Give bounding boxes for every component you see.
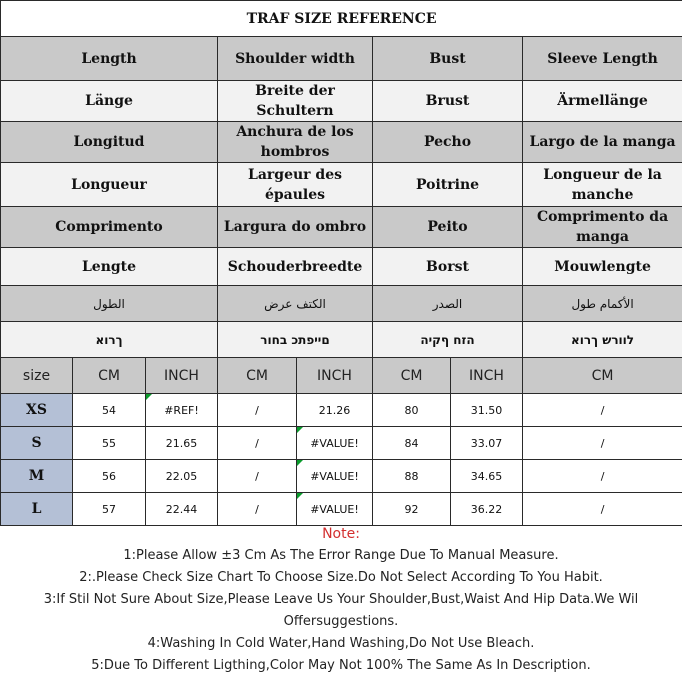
header-bust: Peito <box>373 207 523 248</box>
table-cell: / <box>218 493 297 526</box>
note-line: 4:Washing In Cold Water,Hand Washing,Do Not Use Bleach. <box>147 636 535 651</box>
note-title: Note: <box>322 526 360 542</box>
header-bust: Brust <box>373 81 523 122</box>
unit-header: CM <box>218 358 297 394</box>
table-row <box>1 460 682 493</box>
header-length: Longueur <box>1 163 218 207</box>
header-row-french <box>1 163 682 207</box>
header-sleeve: לוורש ךרוא <box>523 322 682 358</box>
unit-header: INCH <box>146 358 218 394</box>
table-cell: 84 <box>373 427 451 460</box>
header-length: Comprimento <box>1 207 218 248</box>
header-sleeve: Comprimento da manga <box>523 207 682 248</box>
note-line: 5:Due To Different Ligthing,Color May Not 100% The Same As In Description. <box>91 658 591 673</box>
table-cell: 21.26 <box>297 394 373 427</box>
header-length: Longitud <box>1 122 218 163</box>
header-sleeve: Largo de la manga <box>523 122 682 163</box>
note-line: 1:Please Allow ±3 Cm As The Error Range Due To Manual Measure. <box>123 548 559 563</box>
size-label: L <box>1 493 73 526</box>
table-cell: #VALUE! <box>297 427 373 460</box>
table-cell: 31.50 <box>451 394 523 427</box>
table-cell: 21.65 <box>146 427 218 460</box>
table-row <box>1 394 682 427</box>
table-cell: #VALUE! <box>297 460 373 493</box>
table-cell: / <box>218 394 297 427</box>
header-shoulder: Breite der Schultern <box>218 81 373 122</box>
header-bust: Borst <box>373 248 523 286</box>
table-cell: / <box>523 427 682 460</box>
header-shoulder: Largeur des épaules <box>218 163 373 207</box>
table-cell: 36.22 <box>451 493 523 526</box>
header-length: Länge <box>1 81 218 122</box>
header-row-arabic <box>1 286 682 322</box>
note-line: 2:.Please Check Size Chart To Choose Size.Do Not Select According To You Habit. <box>79 570 603 585</box>
unit-header: INCH <box>451 358 523 394</box>
table-cell: 80 <box>373 394 451 427</box>
header-sleeve: Ärmellänge <box>523 81 682 122</box>
header-row-dutch <box>1 248 682 286</box>
header-row-spanish <box>1 122 682 163</box>
table-row <box>1 427 682 460</box>
size-label: XS <box>1 394 73 427</box>
table-cell: 57 <box>73 493 146 526</box>
table-cell: / <box>218 427 297 460</box>
header-bust: Pecho <box>373 122 523 163</box>
size-label: S <box>1 427 73 460</box>
header-bust: Bust <box>373 37 523 81</box>
table-cell: 33.07 <box>451 427 523 460</box>
chart-title: TRAF SIZE REFERENCE <box>1 1 682 37</box>
table-cell: 22.44 <box>146 493 218 526</box>
header-row-english <box>1 37 682 81</box>
unit-header: CM <box>373 358 451 394</box>
header-row-portuguese <box>1 207 682 248</box>
table-cell: 22.05 <box>146 460 218 493</box>
header-shoulder: םייפתכ בחור <box>218 322 373 358</box>
size-label: M <box>1 460 73 493</box>
table-row <box>1 493 682 526</box>
table-cell: 92 <box>373 493 451 526</box>
units-row <box>1 358 682 394</box>
header-shoulder: Schouderbreedte <box>218 248 373 286</box>
table-cell: / <box>523 493 682 526</box>
header-shoulder: Shoulder width <box>218 37 373 81</box>
header-length: Lengte <box>1 248 218 286</box>
header-sleeve: الأكمام طول <box>523 286 682 322</box>
header-bust: Poitrine <box>373 163 523 207</box>
header-length: Length <box>1 37 218 81</box>
title-row <box>1 1 682 37</box>
table-cell: 56 <box>73 460 146 493</box>
unit-header: CM <box>523 358 682 394</box>
table-cell: 54 <box>73 394 146 427</box>
unit-header: CM <box>73 358 146 394</box>
header-sleeve: Longueur de la manche <box>523 163 682 207</box>
header-length: ךרוא <box>1 322 218 358</box>
table-cell: #VALUE! <box>297 493 373 526</box>
size-column-header: size <box>1 358 73 394</box>
table-cell: / <box>218 460 297 493</box>
table-cell: / <box>523 460 682 493</box>
header-sleeve: Mouwlengte <box>523 248 682 286</box>
table-cell: 88 <box>373 460 451 493</box>
header-sleeve: Sleeve Length <box>523 37 682 81</box>
header-shoulder: الكتف عرض <box>218 286 373 322</box>
table-cell: / <box>523 394 682 427</box>
header-shoulder: Anchura de los hombros <box>218 122 373 163</box>
notes-section <box>0 523 682 681</box>
header-shoulder: Largura do ombro <box>218 207 373 248</box>
unit-header: INCH <box>297 358 373 394</box>
header-bust: הזח ףקיה <box>373 322 523 358</box>
note-line: 3:If Stil Not Sure About Size,Please Leave Us Your Shoulder,Bust,Waist And Hip Data.We Wil Offersuggestions. <box>43 592 639 629</box>
table-cell: 34.65 <box>451 460 523 493</box>
table-cell: 55 <box>73 427 146 460</box>
table-cell: #REF! <box>146 394 218 427</box>
header-row-hebrew <box>1 322 682 358</box>
header-row-german <box>1 81 682 122</box>
header-bust: الصدر <box>373 286 523 322</box>
header-length: الطول <box>1 286 218 322</box>
